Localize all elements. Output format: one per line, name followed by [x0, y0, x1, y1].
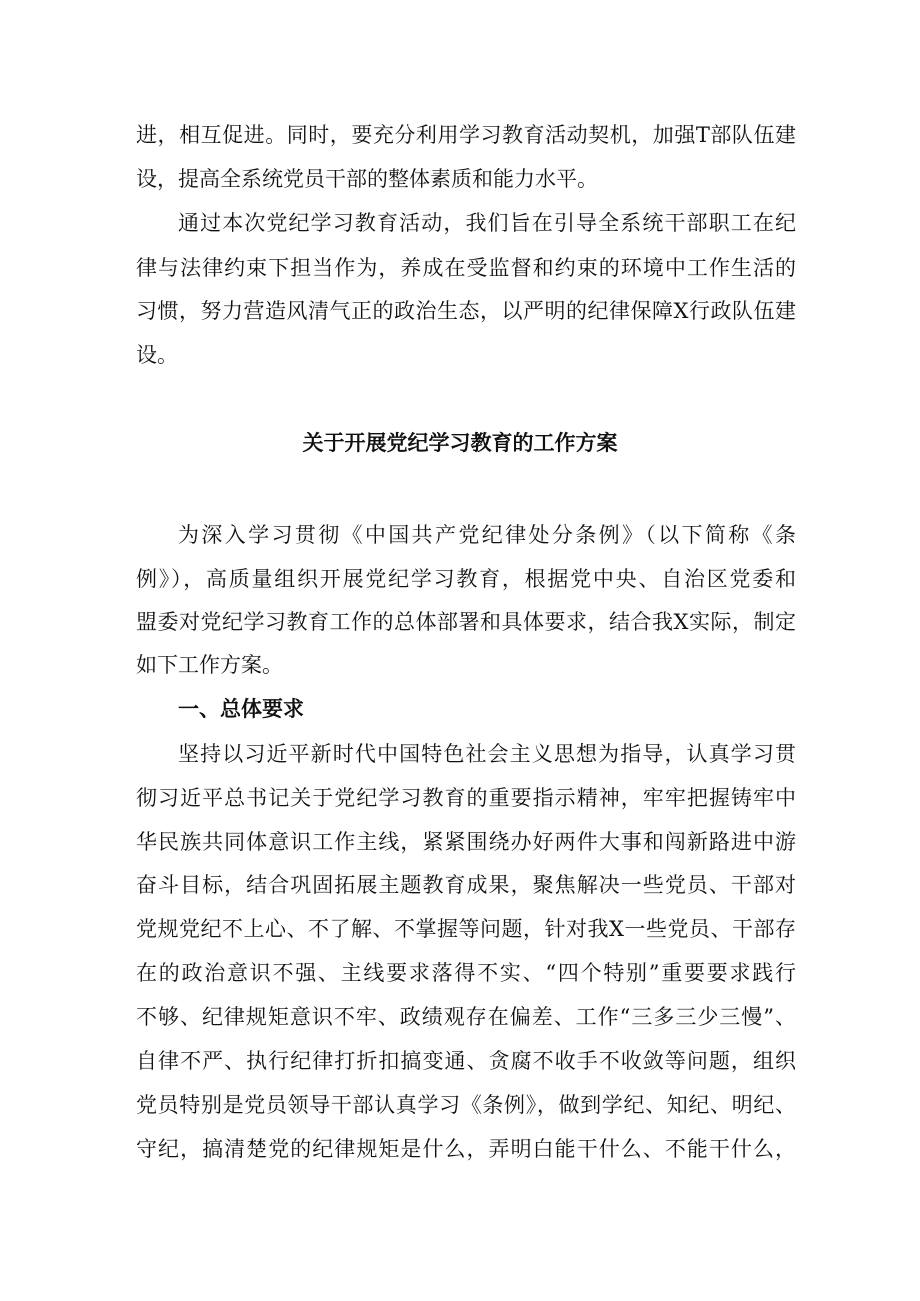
para-section-1-line: 奋斗目标，结合巩固拓展主题教育成果，聚焦解决一些党员、干部对 [136, 873, 796, 897]
para-section-1-line: 在的政治意识不强、主线要求落得不实、“四个特别”重要要求践行 [136, 961, 796, 985]
para-preamble-line: 为深入学习贯彻《中国共产党纪律处分条例》（以下简称《条 [178, 523, 796, 547]
para-purpose-line: 习惯，努力营造风清气正的政治生态，以严明的纪律保障X行政队伍建 [136, 299, 796, 323]
para-section-1-line: 自律不严、执行纪律打折扣搞变通、贪腐不收手不收敛等问题，组织 [136, 1049, 796, 1073]
para-section-1-line: 党员特别是党员领导干部认真学习《条例》，做到学纪、知纪、明纪、 [136, 1093, 796, 1117]
para-section-1-line: 党规党纪不上心、不了解、不掌握等问题，针对我X一些党员、干部存 [136, 917, 796, 941]
para-section-1-line: 坚持以习近平新时代中国特色社会主义思想为指导，认真学习贯 [178, 742, 796, 766]
para-purpose-line: 律与法律约束下担当作为，养成在受监督和约束的环境中工作生活的 [136, 256, 796, 280]
para-intro-line: 进，相互促进。同时，要充分利用学习教育活动契机，加强T部队伍建 [136, 123, 796, 147]
para-section-1-line: 华民族共同体意识工作主线，紧紧围绕办好两件大事和闯新路进中游 [136, 830, 796, 854]
para-preamble-line: 如下工作方案。 [136, 653, 283, 677]
para-section-1-line: 不够、纪律规矩意识不牢、政绩观存在偏差、工作“三多三少三慢”、 [136, 1005, 796, 1029]
para-section-1-line: 彻习近平总书记关于党纪学习教育的重要指示精神，牢牢把握铸牢中 [136, 786, 796, 810]
para-intro-line: 设，提高全系统党员干部的整体素质和能力水平。 [136, 167, 598, 191]
para-purpose-line: 设。 [136, 343, 178, 367]
para-section-1-line: 守纪，搞清楚党的纪律规矩是什么，弄明白能干什么、不能干什么， [136, 1137, 796, 1161]
para-preamble-line: 盟委对党纪学习教育工作的总体部署和具体要求，结合我X实际，制定 [136, 610, 796, 634]
document-title: 关于开展党纪学习教育的工作方案 [302, 431, 618, 455]
section-heading: 一、总体要求 [178, 697, 304, 721]
para-preamble-line: 例》），高质量组织开展党纪学习教育，根据党中央、自治区党委和 [136, 567, 796, 591]
para-purpose-line: 通过本次党纪学习教育活动，我们旨在引导全系统干部职工在纪 [178, 211, 796, 235]
